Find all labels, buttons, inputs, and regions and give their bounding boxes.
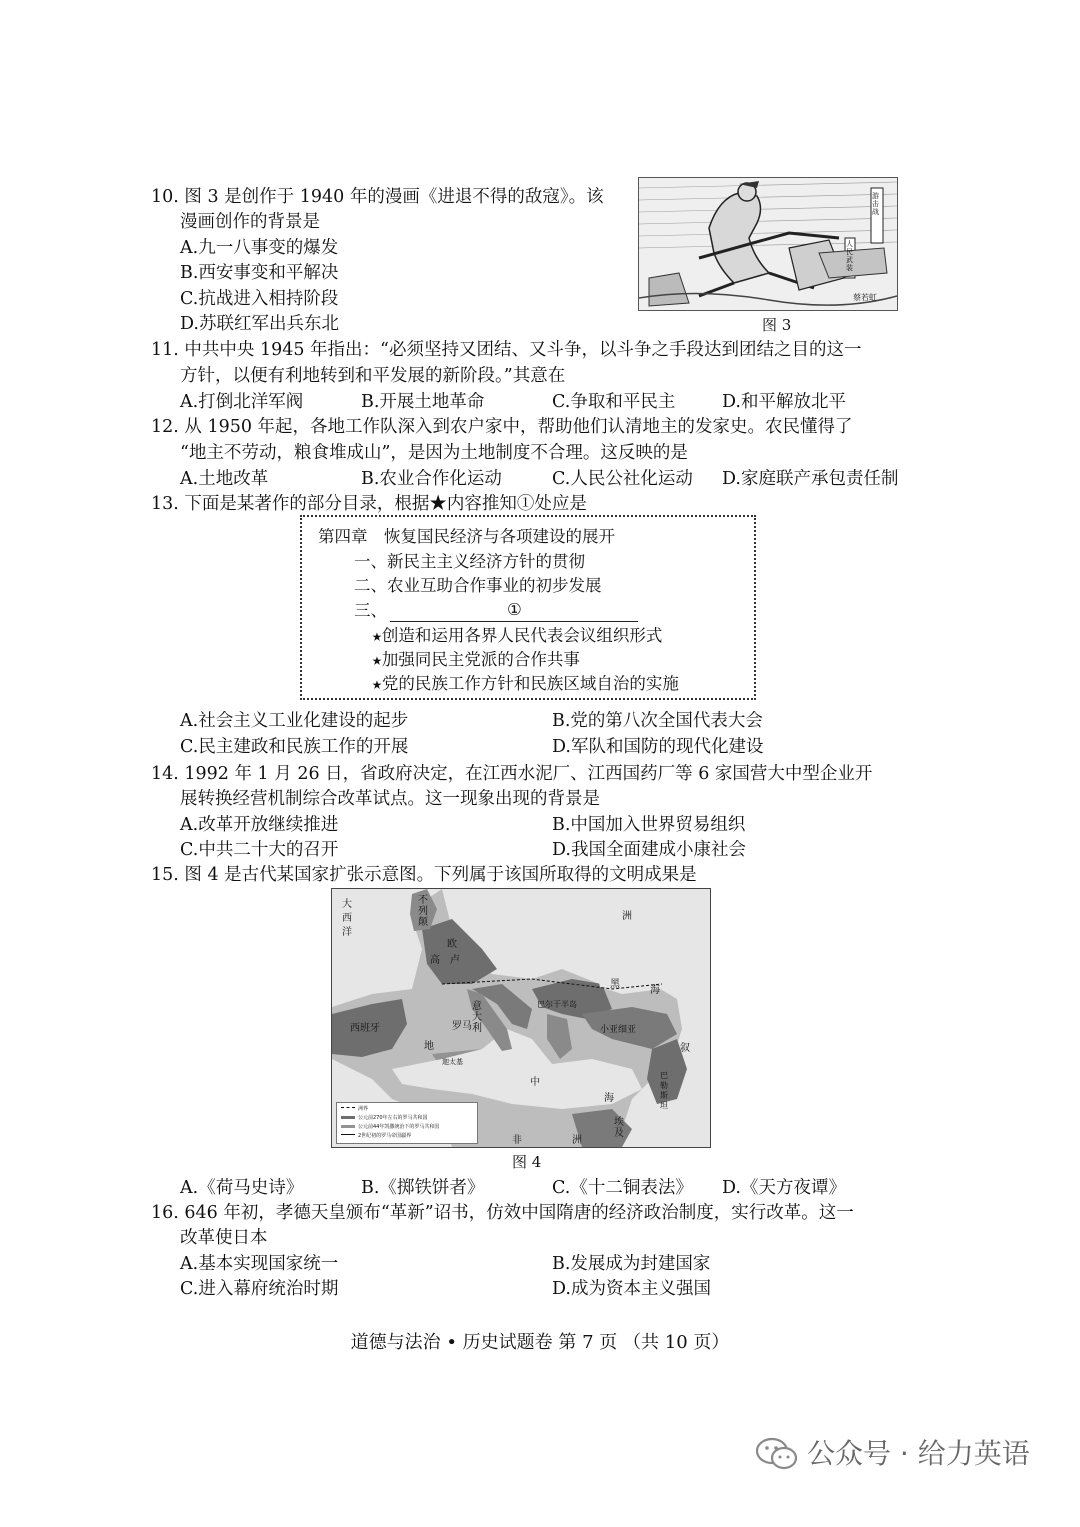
map-label-atlantic-2: 西 [342, 913, 352, 924]
toc-item-3-prefix: 三、 [354, 601, 387, 620]
q12-stem-line2: “地主不劳动，粮食堆成山”，是因为土地制度不合理。这反映的是 [180, 443, 688, 463]
q11-option-b: B.开展土地革命 [361, 392, 485, 412]
q11-stem-line2: 方针，以便有利地转到和平发展的新阶段。”其意在 [180, 366, 566, 386]
map-label-egypt: 埃及 [614, 1117, 624, 1139]
toc-star-2: ★加强同民主党派的合作共事 [372, 650, 580, 669]
cartoon-signature: 蔡若虹 [853, 293, 877, 302]
q16-stem-line1: 16. 646 年初，孝德天皇颁布“革新”诏书，仿效中国隋唐的经济政治制度，实行改革。这一 [151, 1203, 854, 1223]
q12-option-d: D.家庭联产承包责任制 [722, 469, 899, 489]
map-label-black-sea-1: 黑 [610, 979, 620, 990]
legend-row-1 [341, 1105, 368, 1112]
q14-option-d: D.我国全面建成小康社会 [552, 840, 746, 860]
toc-star-1: ★创造和运用各界人民代表会议组织形式 [372, 626, 663, 645]
map-label-atlantic-1: 大 [342, 899, 352, 910]
q15-stem: 15. 图 4 是古代某国家扩张示意图。下列属于该国所取得的文明成果是 [151, 865, 697, 885]
map-label-syria: 叙 [680, 1043, 690, 1054]
map-label-gaul-1: 欧 [447, 939, 457, 950]
toc-star-3: ★党的民族工作方针和民族区域自治的实施 [372, 674, 679, 693]
toc-blank-line [390, 621, 638, 622]
q15-option-c: C.《十二铜表法》 [552, 1178, 693, 1198]
figure-4-caption: 图 4 [512, 1153, 542, 1171]
cartoon-label-2: 游击战 [872, 192, 879, 216]
q13-stem: 13. 下面是某著作的部分目录，根据★内容推知①处应是 [151, 494, 587, 514]
q16-option-c: C.进入幕府统治时期 [180, 1279, 339, 1299]
figure-3-caption: 图 3 [762, 316, 792, 334]
map-label-italy: 意大利 [472, 1001, 482, 1034]
q11-option-d: D.和平解放北平 [722, 392, 846, 412]
legend-swatch-270bc [341, 1116, 355, 1119]
cartoon-label-1: 人民武装 [846, 240, 853, 272]
table-of-contents-box [300, 515, 756, 700]
legend-swatch-2nd-century [341, 1134, 355, 1138]
map-label-atlantic-3: 洋 [342, 927, 352, 938]
legend-row-2 [341, 1114, 428, 1121]
map-label-med-1: 地 [424, 1041, 434, 1052]
legend-row-4 [341, 1132, 411, 1139]
map-label-rome: 罗马 [452, 1021, 472, 1032]
q10-option-c: C.抗战进入相持阶段 [180, 289, 339, 309]
q13-option-c: C.民主建政和民族工作的开展 [180, 737, 409, 757]
map-label-black-sea-2: 海 [650, 985, 660, 996]
toc-chapter: 第四章 恢复国民经济与各项建设的展开 [318, 527, 615, 546]
q15-option-b: B.《掷铁饼者》 [361, 1178, 485, 1198]
map-label-gaul-2: 高 [430, 955, 440, 966]
q14-option-a: A.改革开放继续推进 [180, 815, 339, 835]
q10-option-a: A.九一八事变的爆发 [180, 238, 339, 258]
q11-option-a: A.打倒北洋军阀 [180, 392, 304, 412]
toc-item-1: 一、新民主主义经济方针的贯彻 [354, 552, 585, 571]
watermark-text: 公众号 · 给力英语 [807, 1437, 1030, 1470]
map-label-gaul-3: 卢 [450, 955, 460, 966]
map-label-levant: 巴勒斯坦 [660, 1071, 668, 1110]
q12-option-c: C.人民公社化运动 [552, 469, 693, 489]
legend-label-3: 公元前44年凯撒统治下的罗马共和国 [358, 1124, 440, 1130]
q16-option-b: B.发展成为封建国家 [552, 1254, 711, 1274]
figure-4-map [331, 888, 711, 1148]
map-label-med-3: 海 [604, 1093, 614, 1104]
q14-stem-line2: 展转换经营机制综合改革试点。这一现象出现的背景是 [180, 789, 600, 809]
q14-option-c: C.中共二十大的召开 [180, 840, 339, 860]
cartoon-drawing [639, 178, 897, 310]
map-label-asia-minor: 小亚细亚 [600, 1025, 637, 1035]
map-label-med-2: 中 [530, 1077, 540, 1088]
legend-label-2: 公元前270年左右的罗马共和国 [358, 1115, 428, 1121]
q12-option-a: A.土地改革 [180, 469, 269, 489]
map-label-hispania: 西班牙 [350, 1023, 380, 1034]
map-label-europe: 洲 [622, 911, 632, 922]
q16-option-d: D.成为资本主义强国 [552, 1279, 711, 1299]
map-label-britain: 不列颠 [418, 895, 428, 928]
q10-option-b: B.西安事变和平解决 [180, 263, 339, 283]
q11-option-c: C.争取和平民主 [552, 392, 676, 412]
q16-stem-line2: 改革使日本 [180, 1228, 268, 1248]
figure-3-cartoon [638, 177, 898, 311]
q16-option-a: A.基本实现国家统一 [180, 1254, 339, 1274]
toc-blank-mark: ① [507, 600, 522, 619]
q14-stem-line1: 14. 1992 年 1 月 26 日，省政府决定，在江西水泥厂、江西国药厂等 6 家国营大中型企业开 [151, 764, 873, 784]
q15-option-d: D.《天方夜谭》 [722, 1178, 846, 1198]
q13-option-a: A.社会主义工业化建设的起步 [180, 711, 409, 731]
q13-option-d: D.军队和国防的现代化建设 [552, 737, 764, 757]
q14-option-b: B.中国加入世界贸易组织 [552, 815, 746, 835]
wechat-icon [755, 1436, 799, 1472]
q10-option-d: D.苏联红军出兵东北 [180, 314, 339, 334]
map-label-africa-2: 洲 [572, 1135, 582, 1146]
legend-label-4: 2世纪初的罗马帝国疆界 [358, 1133, 412, 1139]
q12-stem-line1: 12. 从 1950 年起，各地工作队深入到农户家中，帮助他们认清地主的发家史。农民懂得了 [151, 417, 853, 437]
q13-option-b: B.党的第八次全国代表大会 [552, 711, 763, 731]
map-legend [336, 1102, 478, 1144]
map-label-balkan: 巴尔干半岛 [537, 1000, 577, 1009]
page-footer: 道德与法治 • 历史试题卷 第 7 页 （共 10 页） [350, 1332, 730, 1353]
q11-stem-line1: 11. 中共中央 1945 年指出：“必须坚持又团结、又斗争，以斗争之手段达到团结之目的这一 [151, 340, 862, 360]
q10-stem-line1: 10. 图 3 是创作于 1940 年的漫画《进退不得的敌寇》。该 [151, 187, 604, 207]
legend-swatch-44bc [341, 1125, 355, 1128]
q12-option-b: B.农业合作化运动 [361, 469, 502, 489]
legend-label-1: 洲界 [358, 1106, 369, 1112]
legend-row-3 [341, 1123, 439, 1130]
q15-option-a: A.《荷马史诗》 [180, 1178, 304, 1198]
legend-swatch-continent [341, 1107, 355, 1111]
toc-item-2: 二、农业互助合作事业的初步发展 [354, 576, 602, 595]
map-label-carthage: 迦太基 [442, 1058, 463, 1066]
q10-stem-line2: 漫画创作的背景是 [180, 212, 320, 232]
map-label-africa-1: 非 [512, 1135, 522, 1146]
